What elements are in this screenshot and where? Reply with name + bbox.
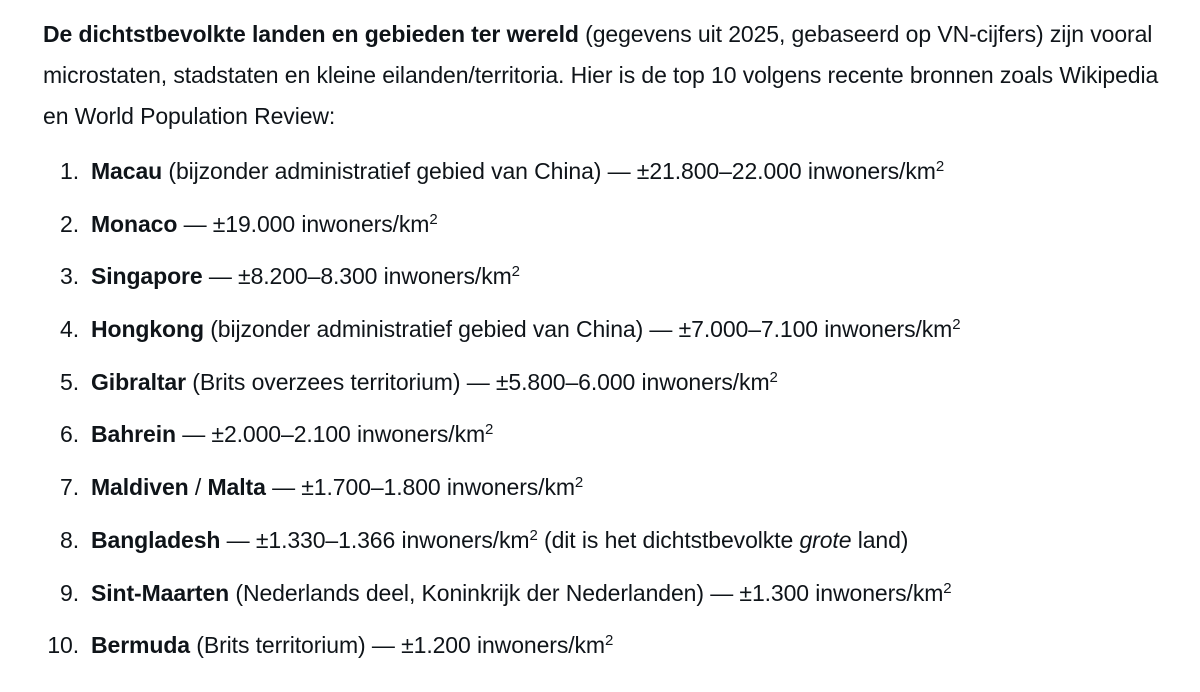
density-value: — ±1.700–1.800 — [265, 474, 447, 501]
list-item — [43, 356, 1163, 409]
density-value: — ±1.200 — [365, 632, 477, 659]
country-name: Bangladesh — [91, 526, 221, 553]
country-name: Bahrein — [91, 421, 176, 448]
country-name: Singapore — [91, 263, 203, 290]
list-number: 4. — [60, 316, 79, 343]
country-note-end: land) — [851, 526, 909, 553]
country-detail: (bijzonder administratief gebied van China) — [203, 316, 644, 343]
unit-superscript: 2 — [429, 210, 438, 228]
list-item — [43, 567, 1163, 620]
density-value: — ±5.800–6.000 — [460, 368, 642, 395]
unit-superscript: 2 — [485, 421, 494, 439]
list-item — [43, 303, 1163, 356]
country-detail: (bijzonder administratief gebied van China) — [162, 158, 602, 184]
density-value: — ±21.800–22.000 — [601, 158, 808, 184]
unit-superscript: 2 — [574, 474, 584, 492]
list-item — [43, 145, 1163, 198]
density-unit: inwoners/km — [815, 579, 944, 606]
density-unit: inwoners/km — [807, 158, 936, 184]
intro-paragraph — [43, 14, 1163, 137]
density-unit: inwoners/km — [476, 632, 605, 659]
list-item — [43, 619, 1163, 672]
country-note: (dit is het dichtstbevolkte — [537, 526, 800, 553]
intro-bold: De dichtstbevolkte landen en gebieden ter wereld — [43, 21, 579, 47]
density-value: — ±2.000–2.100 — [175, 421, 358, 448]
country-detail: (Brits overzees territorium) — [185, 368, 461, 395]
country-name: Monaco — [91, 210, 178, 237]
list-item — [43, 461, 1163, 514]
density-unit: inwoners/km — [401, 526, 530, 553]
name-separator: / — [188, 474, 208, 501]
list-number: 5. — [60, 368, 79, 395]
unit-superscript: 2 — [943, 579, 952, 597]
unit-superscript: 2 — [511, 263, 520, 281]
country-name-secondary: Malta — [207, 474, 266, 501]
country-note-emphasis: grote — [799, 526, 852, 553]
intro-text: (gegevens uit 2025, gebaseerd op VN-cijfers) zijn vooral microstaten, stadstaten en kleine eilanden/territoria. Hier is de top 10 volgens recente bronnen zoals Wikipedia en World Population Review: — [43, 21, 1159, 129]
answer-content — [43, 14, 1163, 672]
country-name: Sint-Maarten — [91, 579, 230, 606]
list-number: 1. — [60, 158, 79, 184]
density-unit: inwoners/km — [383, 263, 512, 290]
unit-superscript: 2 — [769, 368, 778, 386]
density-value: — ±19.000 — [177, 210, 302, 237]
unit-superscript: 2 — [529, 526, 538, 544]
list-number: 2. — [60, 210, 79, 237]
unit-superscript: 2 — [935, 158, 945, 175]
density-unit: inwoners/km — [641, 368, 770, 395]
country-detail: (Nederlands deel, Koninkrijk der Nederlanden) — [229, 579, 704, 606]
list-item — [43, 408, 1163, 461]
list-number: 7. — [60, 474, 79, 501]
density-unit: inwoners/km — [824, 316, 953, 343]
country-detail: (Brits territorium) — [190, 632, 366, 659]
country-name: Gibraltar — [91, 368, 186, 395]
list-number: 6. — [60, 421, 79, 448]
density-unit: inwoners/km — [446, 474, 575, 501]
density-ranking-list — [43, 145, 1163, 672]
density-value: — ±1.300 — [703, 579, 816, 606]
country-name: Bermuda — [91, 632, 190, 659]
density-unit: inwoners/km — [357, 421, 486, 448]
list-item — [43, 250, 1163, 303]
list-number: 8. — [60, 526, 79, 553]
list-item — [43, 198, 1163, 251]
list-number: 3. — [60, 263, 79, 290]
density-value: — ±1.330–1.366 — [220, 526, 402, 553]
density-value: — ±8.200–8.300 — [202, 263, 384, 290]
country-name: Macau — [91, 158, 163, 184]
unit-superscript: 2 — [952, 316, 961, 334]
country-name: Maldiven — [91, 474, 189, 501]
density-unit: inwoners/km — [301, 210, 430, 237]
country-name: Hongkong — [91, 316, 204, 343]
list-number: 9. — [60, 579, 79, 606]
density-value: — ±7.000–7.100 — [643, 316, 825, 343]
list-number: 10. — [47, 632, 79, 659]
list-item — [43, 514, 1163, 567]
unit-superscript: 2 — [604, 632, 614, 650]
